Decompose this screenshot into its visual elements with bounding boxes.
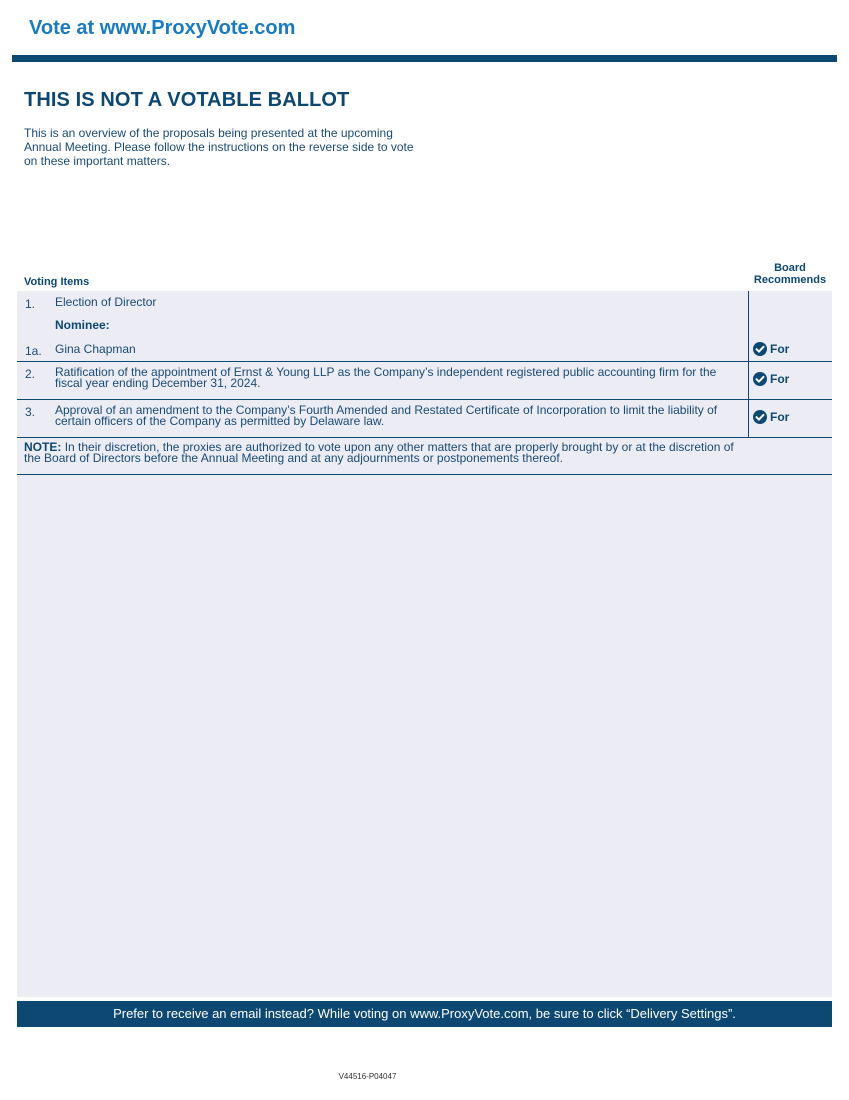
page-title: THIS IS NOT A VOTABLE BALLOT [24,89,350,111]
item-number: 1. [25,297,36,311]
item-number: 2. [25,367,36,381]
item-number: 1a. [25,344,42,358]
delivery-settings-banner: Prefer to receive an email instead? While voting on www.ProxyVote.com, be sure to click “Delivery Settings”. [17,1001,832,1027]
item-number: 3. [25,405,36,419]
note-label: NOTE: [24,440,62,454]
check-circle-icon [753,342,767,356]
item-text: Ratification of the appointment of Ernst & Young LLP as the Company’s independent registered public accounting firm for the fiscal year ending December 31, 2024. [55,365,717,390]
document-code: V44516-P04047 [338,1072,397,1081]
note-body: In their discretion, the proxies are authorized to vote upon any other matters that are properly brought by or at the discretion of the Board of Directors before the Annual Meeting and at any adjournments or postponements thereof. [24,440,734,465]
proxyvote-link[interactable]: Vote at www.ProxyVote.com [29,17,296,39]
board-recommends-header: Board Recommends [753,262,827,286]
intro-text: This is an overview of the proposals being presented at the upcoming Annual Meeting. Please follow the instructions on the reverse side to vote on these important matters. [24,126,414,168]
column-divider [748,291,749,437]
check-circle-icon [753,372,767,386]
row-divider [17,361,832,362]
voting-panel [17,291,832,997]
header-rule [12,55,837,62]
note-text [24,442,749,464]
item-text: Gina Chapman [55,342,136,356]
note-divider [17,474,832,475]
recommendation-3 [753,410,789,424]
item-text: Election of Director [55,295,157,309]
row-divider [17,399,832,400]
nominee-label: Nominee: [55,318,110,332]
row-divider [17,437,832,438]
recommendation-1a [753,342,789,356]
recommendation-2 [753,372,789,386]
item-text: Approval of an amendment to the Company’s Fourth Amended and Restated Certificate of Incorporation to limit the liability of certain officers of the Company as permitted by Delaware law. [55,403,718,428]
recommendation-label: For [770,372,790,386]
voting-items-header: Voting Items [24,276,90,288]
recommendation-label: For [770,342,790,356]
recommendation-label: For [770,410,790,424]
check-circle-icon [753,410,767,424]
